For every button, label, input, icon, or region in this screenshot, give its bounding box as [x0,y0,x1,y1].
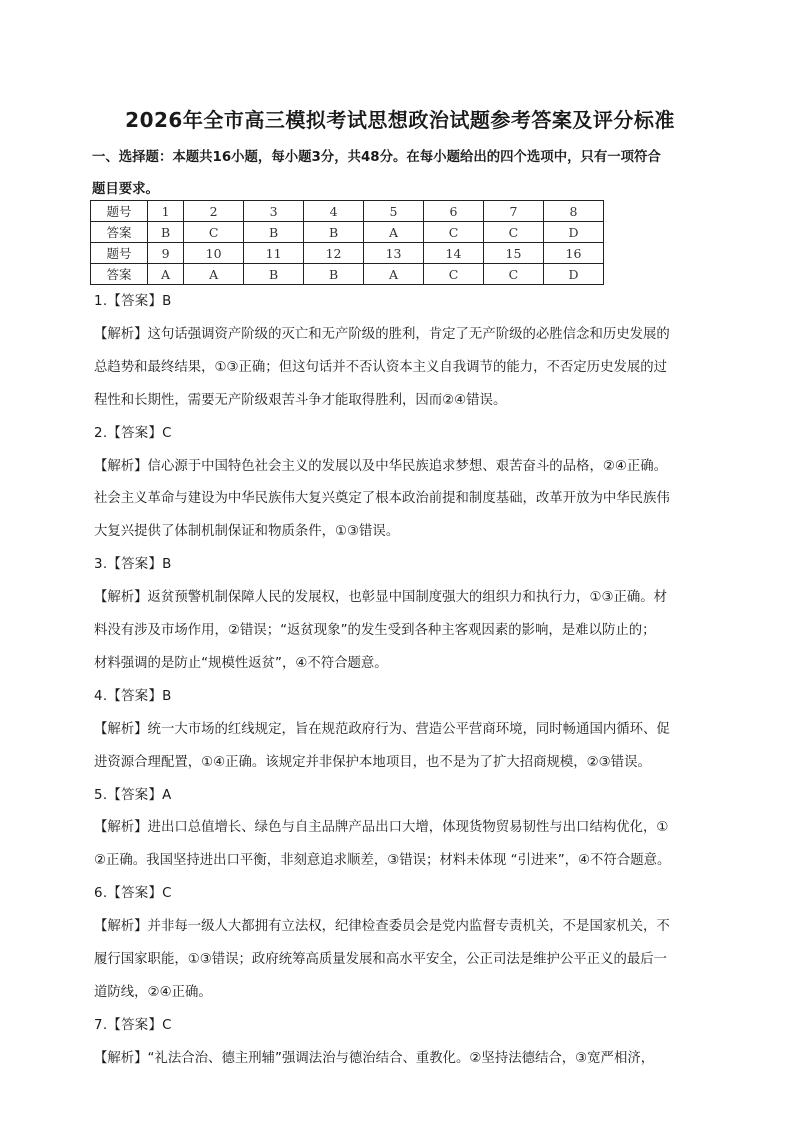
table-cell: 7 [483,201,543,222]
table-cell: 4 [304,201,364,222]
table-cell: D [543,222,603,243]
answer-label: 3.【答案】B [94,557,172,573]
table-row-label: 题号 [91,201,148,222]
answer-label: 2.【答案】C [94,425,172,441]
explanation-line: 进资源合理配置，①④正确。该规定并非保护本地项目，也不是为了扩大招商规模，②③错误。 [94,754,651,770]
explanation-line: 【解析】信心源于中国特色社会主义的发展以及中华民族追求梦想、艰苦奋斗的品格，②④正确。 [94,458,668,474]
section-heading-line-2: 题目要求。 [92,182,159,197]
table-cell: 14 [424,243,484,264]
table-cell: 8 [543,201,603,222]
table-row [91,264,604,285]
explanation-line: 料没有涉及市场作用，②错误；“返贫现象”的发生受到各种主客观因素的影响，是难以防止的； [94,623,656,638]
explanation-line: 【解析】这句话强调资产阶级的灭亡和无产阶级的胜利，肯定了无产阶级的必胜信念和历史发展的 [94,326,670,342]
table-cell: B [304,222,364,243]
table-cell: B [244,264,304,285]
table-row-label: 答案 [91,264,148,285]
explanation-line: 【解析】返贫预警机制保障人民的发展权，也彰显中国制度强大的组织力和执行力，①③正确。材 [94,590,668,606]
table-cell: 16 [543,243,603,264]
table-cell: C [424,264,484,285]
table-row [91,222,604,243]
table-cell: A [148,264,184,285]
answer-label: 6.【答案】C [94,886,172,902]
explanation-line: ②正确。我国坚持进出口平衡，非刻意追求顺差，③错误；材料未体现 “引进来”，④不符合题意。 [94,853,671,869]
answer-table [90,200,604,285]
explanation-line: 总趋势和最终结果，①③正确；但这句话并不否认资本主义自我调节的能力，不否定历史发展的过 [94,359,668,375]
table-cell: A [364,264,424,285]
table-cell: 5 [364,201,424,222]
explanation-line: 大复兴提供了体制机制保证和物质条件，①③错误。 [94,524,400,540]
table-cell: B [148,222,184,243]
table-cell: 10 [184,243,244,264]
table-cell: B [304,264,364,285]
table-cell: 6 [424,201,484,222]
table-cell: A [184,264,244,285]
table-cell: 3 [244,201,304,222]
table-cell: D [543,264,603,285]
table-row [91,243,604,264]
table-row [91,201,604,222]
table-cell: 13 [364,243,424,264]
table-cell: C [184,222,244,243]
table-row-label: 题号 [91,243,148,264]
explanation-line: 【解析】统一大市场的红线规定，旨在规范政府行为、营造公平营商环境，同时畅通国内循环、促 [94,721,670,737]
answer-label: 1.【答案】B [94,294,172,309]
section-heading-line-1: 一、选择题：本题共16小题，每小题3分，共48分。在每小题给出的四个选项中，只有一项符合 [92,150,661,165]
table-cell: 2 [184,201,244,222]
table-cell: 1 [148,201,184,222]
explanation-line: 材料强调的是防止“规模性返贫”，④不符合题意。 [94,655,388,671]
answer-label: 5.【答案】A [94,787,172,803]
explanation-line: 【解析】进出口总值增长、绿色与自主品牌产品出口大增，体现货物贸易韧性与出口结构优化，① [94,820,669,836]
answer-label: 7.【答案】C [94,1017,172,1033]
explanation-line: 【解析】并非每一级人大都拥有立法权，纪律检查委员会是党内监督专责机关，不是国家机关，不 [94,919,670,935]
table-cell: 11 [244,243,304,264]
explanation-line: 社会主义革命与建设为中华民族伟大复兴奠定了根本政治前提和制度基础，改革开放为中华民族伟 [94,491,670,507]
table-cell: B [244,222,304,243]
explanation-line: 道防线，②④正确。 [94,984,212,1000]
table-cell: 12 [304,243,364,264]
explanation-line: 【解析】“礼法合治、德主刑辅”强调法治与德治结合、重教化。②坚持法德结合，③宽严相济， [94,1050,655,1066]
table-cell: C [424,222,484,243]
explanation-line: 程性和长期性，需要无产阶级艰苦斗争才能取得胜利，因而②④错误。 [94,392,507,408]
table-row-label: 答案 [91,222,148,243]
explanation-line: 履行国家职能，①③错误；政府统筹高质量发展和高水平安全，公正司法是维护公平正义的最后一 [94,952,668,967]
table-cell: C [483,264,543,285]
table-cell: 15 [483,243,543,264]
answer-label: 4.【答案】B [94,688,172,704]
table-cell: C [483,222,543,243]
page-title: 2026年全市高三模拟考试思想政治试题参考答案及评分标准 [125,108,675,132]
table-cell: 9 [148,243,184,264]
table-cell: A [364,222,424,243]
